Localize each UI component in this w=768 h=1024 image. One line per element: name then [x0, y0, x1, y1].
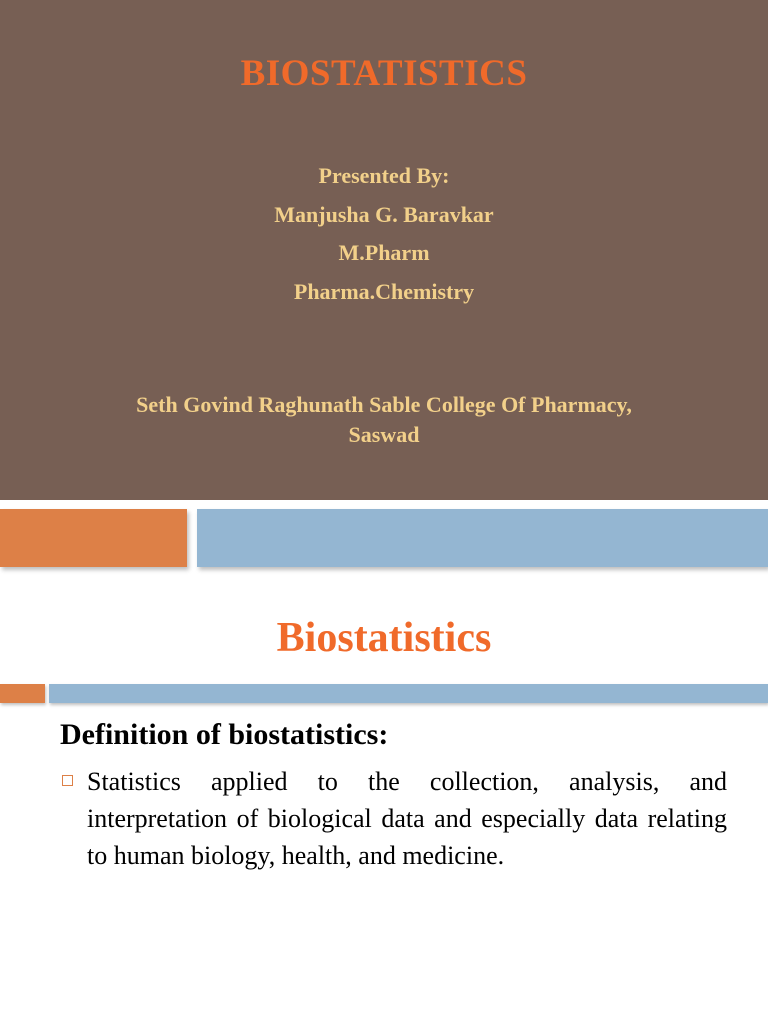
presenter-degree: M.Pharm: [338, 240, 430, 265]
presenter-info: [0, 157, 768, 311]
college-line-1: Seth Govind Raghunath Sable College Of Pharmacy,: [136, 392, 632, 417]
decorative-blue-strip: [49, 684, 768, 703]
presenter-department: Pharma.Chemistry: [293, 278, 475, 304]
definition-heading: Definition of biostatistics:: [60, 718, 389, 751]
presenter-name: Manjusha G. Baravkar: [274, 201, 494, 227]
college-name: [40, 390, 728, 450]
decorative-orange-bar: [0, 509, 187, 567]
presenter-label: Presented By:: [318, 163, 450, 188]
slide-title: BIOSTATISTICS: [240, 53, 528, 94]
definition-text: Statistics applied to the collection, analysis, and interpretation of biological data and especially data relating to human biology, health, and medicine.: [87, 767, 727, 870]
college-line-2: Saswad: [348, 422, 420, 447]
square-bullet-icon: [62, 775, 73, 786]
decorative-blue-bar: [197, 509, 768, 567]
title-slide: [0, 0, 768, 500]
decorative-orange-strip: [0, 684, 45, 703]
section-title: Biostatistics: [276, 615, 492, 661]
